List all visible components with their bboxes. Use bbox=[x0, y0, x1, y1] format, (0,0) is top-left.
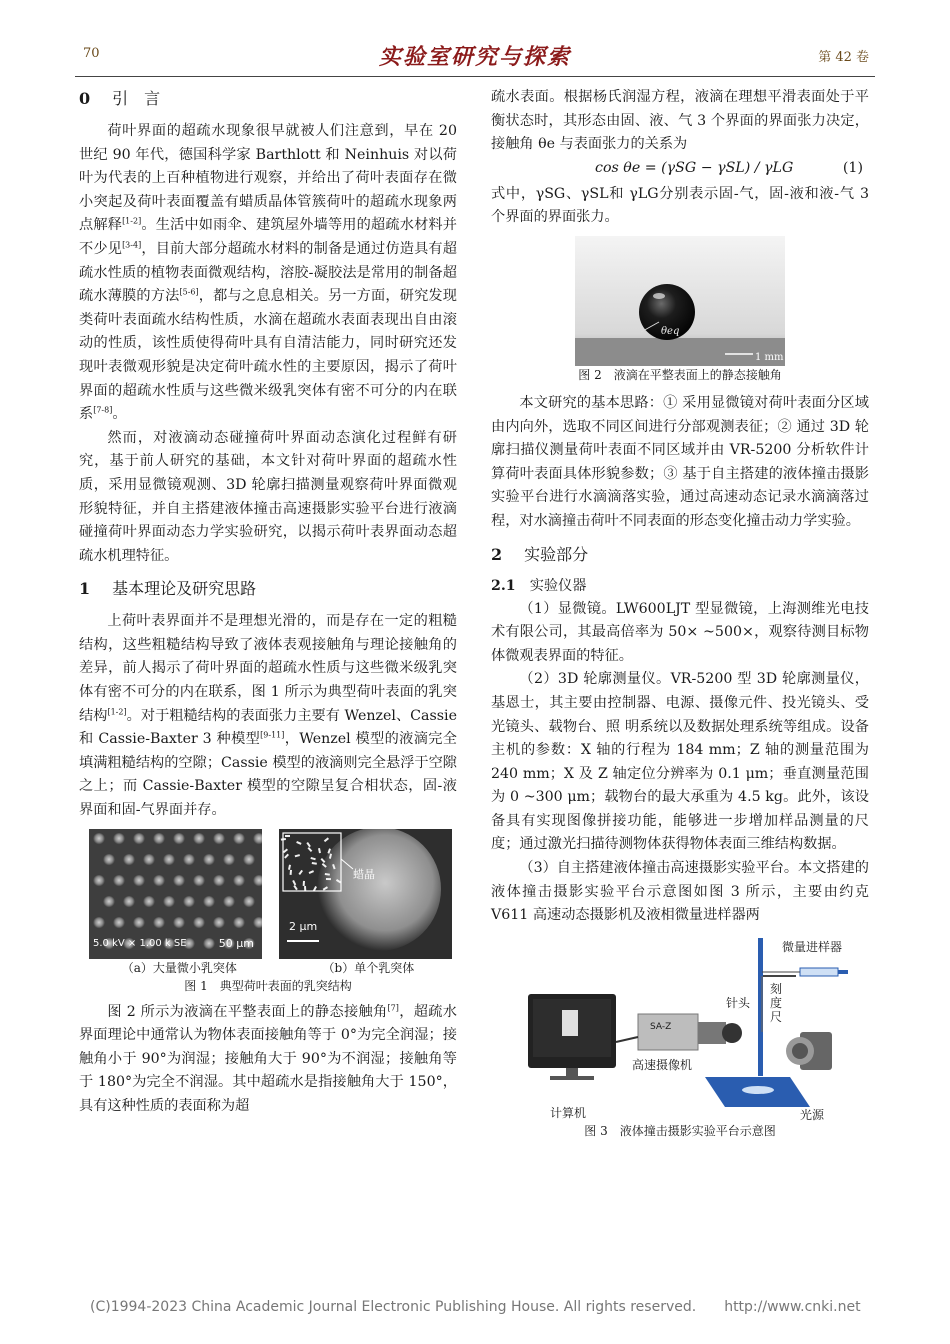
papilla-dot bbox=[113, 917, 125, 929]
figure-1-caption: 图 1 典型荷叶表面的乳突结构 bbox=[184, 978, 352, 993]
papilla-dot bbox=[113, 875, 125, 887]
wax-crystal bbox=[304, 886, 306, 891]
papilla-dot bbox=[233, 917, 245, 929]
scale-label: 2 μm bbox=[289, 920, 318, 934]
papilla-dot bbox=[193, 875, 205, 887]
label-camera: 高速摄像机 bbox=[632, 1057, 693, 1072]
papilla-dot bbox=[93, 833, 105, 845]
papilla-dot bbox=[243, 896, 255, 908]
wax-crystal bbox=[303, 880, 305, 885]
wax-crystal bbox=[296, 841, 301, 845]
papilla-dot bbox=[153, 917, 165, 929]
papilla-dot bbox=[153, 833, 165, 845]
instrument-microscope: （1）显微镜。LW600LJT 型显微镜，上海测维光电技术有限公司，其最高倍率为 50× ~500×，观察待测目标物体微观表界面的特征。 bbox=[491, 600, 869, 664]
sem-image-single-papilla bbox=[279, 829, 452, 959]
figure-3 bbox=[491, 932, 869, 1140]
papilla-dot bbox=[143, 854, 155, 866]
wax-crystal bbox=[288, 864, 291, 869]
papilla-dot bbox=[133, 875, 145, 887]
micro-injector-icon bbox=[800, 968, 838, 976]
label-computer: 计算机 bbox=[550, 1105, 587, 1120]
figure-2 bbox=[491, 236, 869, 384]
equation-text: cos θe = (γSG − γSL) / γLG bbox=[595, 159, 794, 176]
equation-1 bbox=[491, 157, 869, 183]
papilla-dot bbox=[193, 917, 205, 929]
wax-crystal bbox=[293, 885, 297, 890]
wax-crystal bbox=[306, 842, 311, 847]
wax-crystal bbox=[318, 848, 321, 853]
wax-crystal bbox=[326, 878, 331, 880]
wax-crystal bbox=[283, 848, 288, 853]
label-light-source: 光源 bbox=[800, 1107, 825, 1122]
copyright-footer: (C)1994-2023 China Academic Journal Electronic Publishing House. All rights reserved. http://www.cnki.net bbox=[90, 1299, 861, 1315]
papilla-dot bbox=[223, 854, 235, 866]
research-idea-paragraph: 本文研究的基本思路：① 采用显微镜对荷叶表面分区域由内向外，选取不同区间进行分部观测表征；② 通过 3D 轮廓扫描仪测量荷叶表面不同区域并由 VR-5200 分析软件计算荷叶表面具体形貌参数；③ 基于自主搭建的液体撞击摄影实验平台进行水滴滴落实验，通过高速动态记录水滴滴落过程，对水滴撞击荷叶不同表面的形态变化撞击动力学实验。 bbox=[491, 394, 869, 529]
wax-crystal bbox=[308, 847, 313, 852]
page-number: 70 bbox=[83, 46, 100, 61]
wax-crystal bbox=[292, 880, 296, 885]
journal-title: 实验室研究与探索 bbox=[378, 44, 571, 70]
scale-label: 50 μm bbox=[218, 937, 254, 951]
figure-1 bbox=[79, 823, 457, 995]
papilla-dot bbox=[213, 833, 225, 845]
wax-crystal bbox=[284, 853, 289, 858]
papilla-dot bbox=[123, 854, 135, 866]
theory-paragraph-1: 上荷叶表界面并不是理想光滑的，而是存在一定的粗糙结构，这些粗糙结构导致了液体表观接触角与理论接触角的差异，前人揭示了荷叶界面的超疏水性质与这些微米级乳突体有密不可分的内在联系，图 1 所示为典型荷叶表面的乳突结构[1-2]。对于粗糙结构的表面张力主要有 Wenzel、Cassie 和 Cassie-Baxter 3 种模型[9-11]，Wenzel 模型的液滴完全填满粗糙结构的空隙；Cassie 模型的液滴则完全悬浮于空隙之上；而 Cassie-Baxter 模型的空隙呈复合相状态，固-液界面和固-气界面并存。 bbox=[79, 613, 457, 819]
intro-paragraph-1: 荷叶界面的超疏水现象很早就被人们注意到，早在 20 世纪 90 年代，德国科学家 Barthlott 和 Neinhuis 对以荷叶为代表的上百种植物进行观察，并给出了荷叶表面存在微小突起及荷叶表面覆盖有蜡质晶体管簇荷叶的超疏水现象两点解释[1-2]。生活中如雨伞、建筑屋外墙等用的超疏水材料并不少见[3-4]，目前大部分超疏水材料的制备是通过仿造具有超疏水性质的植物表面微观结构，溶胶-凝胶法是常用的制备超疏水薄膜的方法[5-6]，都与之息息相关。另一方面，研究发现类荷叶表面疏水结构性质，水滴在超疏水表面表现出自由滚动的性质，该性质使得荷叶具有自清洁能力，同时研究还发现叶表微观形貌是决定荷叶疏水性的主要原因，揭示了荷叶界面的超疏水性质与这些微米级乳突体有密不可分的内在联系[7-8]。 bbox=[79, 123, 457, 423]
papilla-dot bbox=[193, 833, 205, 845]
papilla-dot bbox=[253, 875, 262, 887]
instrument-3d-profiler: （2）3D 轮廓测量仪。VR-5200 型 3D 轮廓测量仪，基恩士，其主要由控制器、电源、摄像元件、投光镜头、受光镜头、载物台、照 明系统以及数据处理系统等组成。设备主机的参数：X 轴的行程为 184 mm；Z 轴的测量范围为 240 mm；X 及 Z 轴定位分辨率为 0.1 μm；垂直测量范围为 0 ~300 μm；载物台的最大承重为 4.5 kg。此外，该设备具有实现图像拼接功能，能够进一步增加样品测量的尺度；通过激光扫描待测物体获得物体表面三维结构数据。 bbox=[491, 671, 869, 853]
left-column bbox=[79, 86, 457, 1119]
papilla-dot bbox=[213, 917, 225, 929]
papilla-dot bbox=[143, 896, 155, 908]
papilla-dot bbox=[163, 896, 175, 908]
subcaption-b: （b）单个乳突体 bbox=[322, 960, 415, 975]
wax-crystal bbox=[285, 835, 290, 837]
theory-paragraph-4: 式中，γSG、γSL和 γLG分别表示固-气，固-液和液-气 3 个界面的界面张力。 bbox=[491, 185, 869, 226]
figure-2-caption: 图 2 液滴在平整表面上的静态接触角 bbox=[578, 367, 782, 382]
papilla-dot bbox=[93, 917, 105, 929]
subcaption-a: （a）大量微小乳突体 bbox=[121, 960, 237, 975]
papilla-dot bbox=[113, 833, 125, 845]
papilla-dot bbox=[93, 875, 105, 887]
papilla-pattern bbox=[279, 829, 452, 959]
papilla-dot bbox=[153, 875, 165, 887]
instrument-platform: （3）自主搭建液体撞击高速摄影实验平台。本文搭建的液体撞击摄影实验平台示意图如图 3 所示，主要由约克 V611 高速动态摄影机及液相微量进样器两 bbox=[491, 860, 869, 924]
papilla-dot bbox=[253, 833, 262, 845]
papilla-dot bbox=[213, 875, 225, 887]
scale-label: 1 mm bbox=[755, 351, 784, 363]
droplet-contact-angle-image bbox=[575, 236, 785, 366]
section-2-heading: 2 实验部分 bbox=[491, 544, 589, 564]
wax-crystal bbox=[290, 869, 292, 874]
label-needle: 针头 bbox=[726, 995, 751, 1010]
wax-crystal bbox=[312, 862, 317, 865]
papilla-dot bbox=[173, 833, 185, 845]
right-column bbox=[491, 86, 869, 1140]
volume-label: 第 42 卷 bbox=[818, 50, 869, 65]
papilla-dot bbox=[183, 896, 195, 908]
label-camera-model: SA-Z bbox=[650, 1021, 672, 1032]
subsection-2-1-heading: 2.1 实验仪器 bbox=[491, 577, 587, 594]
papilla-dot bbox=[203, 896, 215, 908]
intro-paragraph-2: 然而，对液滴动态碰撞荷叶界面动态演化过程鲜有研究，基于前人研究的基础，本文针对荷叶界面的超疏水性质，采用显微镜观测、3D 轮廓扫描测量观察荷叶界面微观形貌特征，并自主搭建液体撞击高速摄影实验平台进行液滴碰撞荷叶界面动态力学实验研究，以揭示荷叶表界面动态超疏水机理特征。 bbox=[79, 429, 457, 564]
papilla-dot bbox=[173, 917, 185, 929]
theory-paragraph-3: 疏水表面。根据杨氏润湿方程，液滴在理想平滑表面处于平衡状态时，其形态由固、液、气 3 个界面的界面张力决定，接触角 θe 与表面张力的关系为 bbox=[491, 89, 869, 153]
wax-crystal bbox=[310, 857, 315, 860]
papilla-dot bbox=[103, 896, 115, 908]
papilla-dot bbox=[203, 854, 215, 866]
page-header bbox=[75, 40, 875, 77]
experimental-setup-diagram bbox=[500, 932, 860, 1122]
label-micro-injector: 微量进样器 bbox=[782, 939, 843, 954]
equation-number: (1) bbox=[842, 159, 863, 176]
section-1-heading: 1 基本理论及研究思路 bbox=[79, 579, 257, 599]
figure-3-caption: 图 3 液体撞击摄影实验平台示意图 bbox=[584, 1123, 776, 1138]
contact-angle-label: θeq bbox=[661, 325, 680, 337]
papilla-dot bbox=[243, 854, 255, 866]
papilla-dot bbox=[133, 917, 145, 929]
papilla-dot bbox=[133, 833, 145, 845]
papilla-dot bbox=[233, 875, 245, 887]
papilla-dot bbox=[223, 896, 235, 908]
theory-paragraph-2: 图 2 所示为液滴在平整表面上的静态接触角[7]，超疏水界面理论中通常认为物体表面接触角等于 0°为完全润湿；接触角小于 90°为润湿；接触角大于 90°为不润湿；接触角等于 180°为完全不润湿。其中超疏水是指接触角大于 150°，具有这种性质的表面称为超 bbox=[79, 1002, 457, 1114]
wax-crystal bbox=[295, 854, 300, 857]
sem-info: 5.0 kV × 1.00 k SE bbox=[93, 938, 187, 950]
papilla-dot bbox=[183, 854, 195, 866]
papilla-dot bbox=[123, 896, 135, 908]
label-ruler: 刻度尺 bbox=[770, 981, 783, 1024]
section-0-heading: 0 引 言 bbox=[79, 89, 161, 108]
papilla-dot bbox=[203, 938, 215, 950]
papilla-dot bbox=[103, 854, 115, 866]
papilla-dot bbox=[173, 875, 185, 887]
wax-crystal-label: 蜡晶 bbox=[353, 867, 375, 881]
papilla-dot bbox=[163, 854, 175, 866]
wax-crystal bbox=[298, 869, 303, 874]
papilla-dot bbox=[233, 833, 245, 845]
wax-crystal bbox=[324, 837, 329, 842]
sem-image-papillae bbox=[89, 829, 262, 959]
papilla-dot bbox=[253, 917, 262, 929]
wax-crystal bbox=[309, 870, 314, 874]
